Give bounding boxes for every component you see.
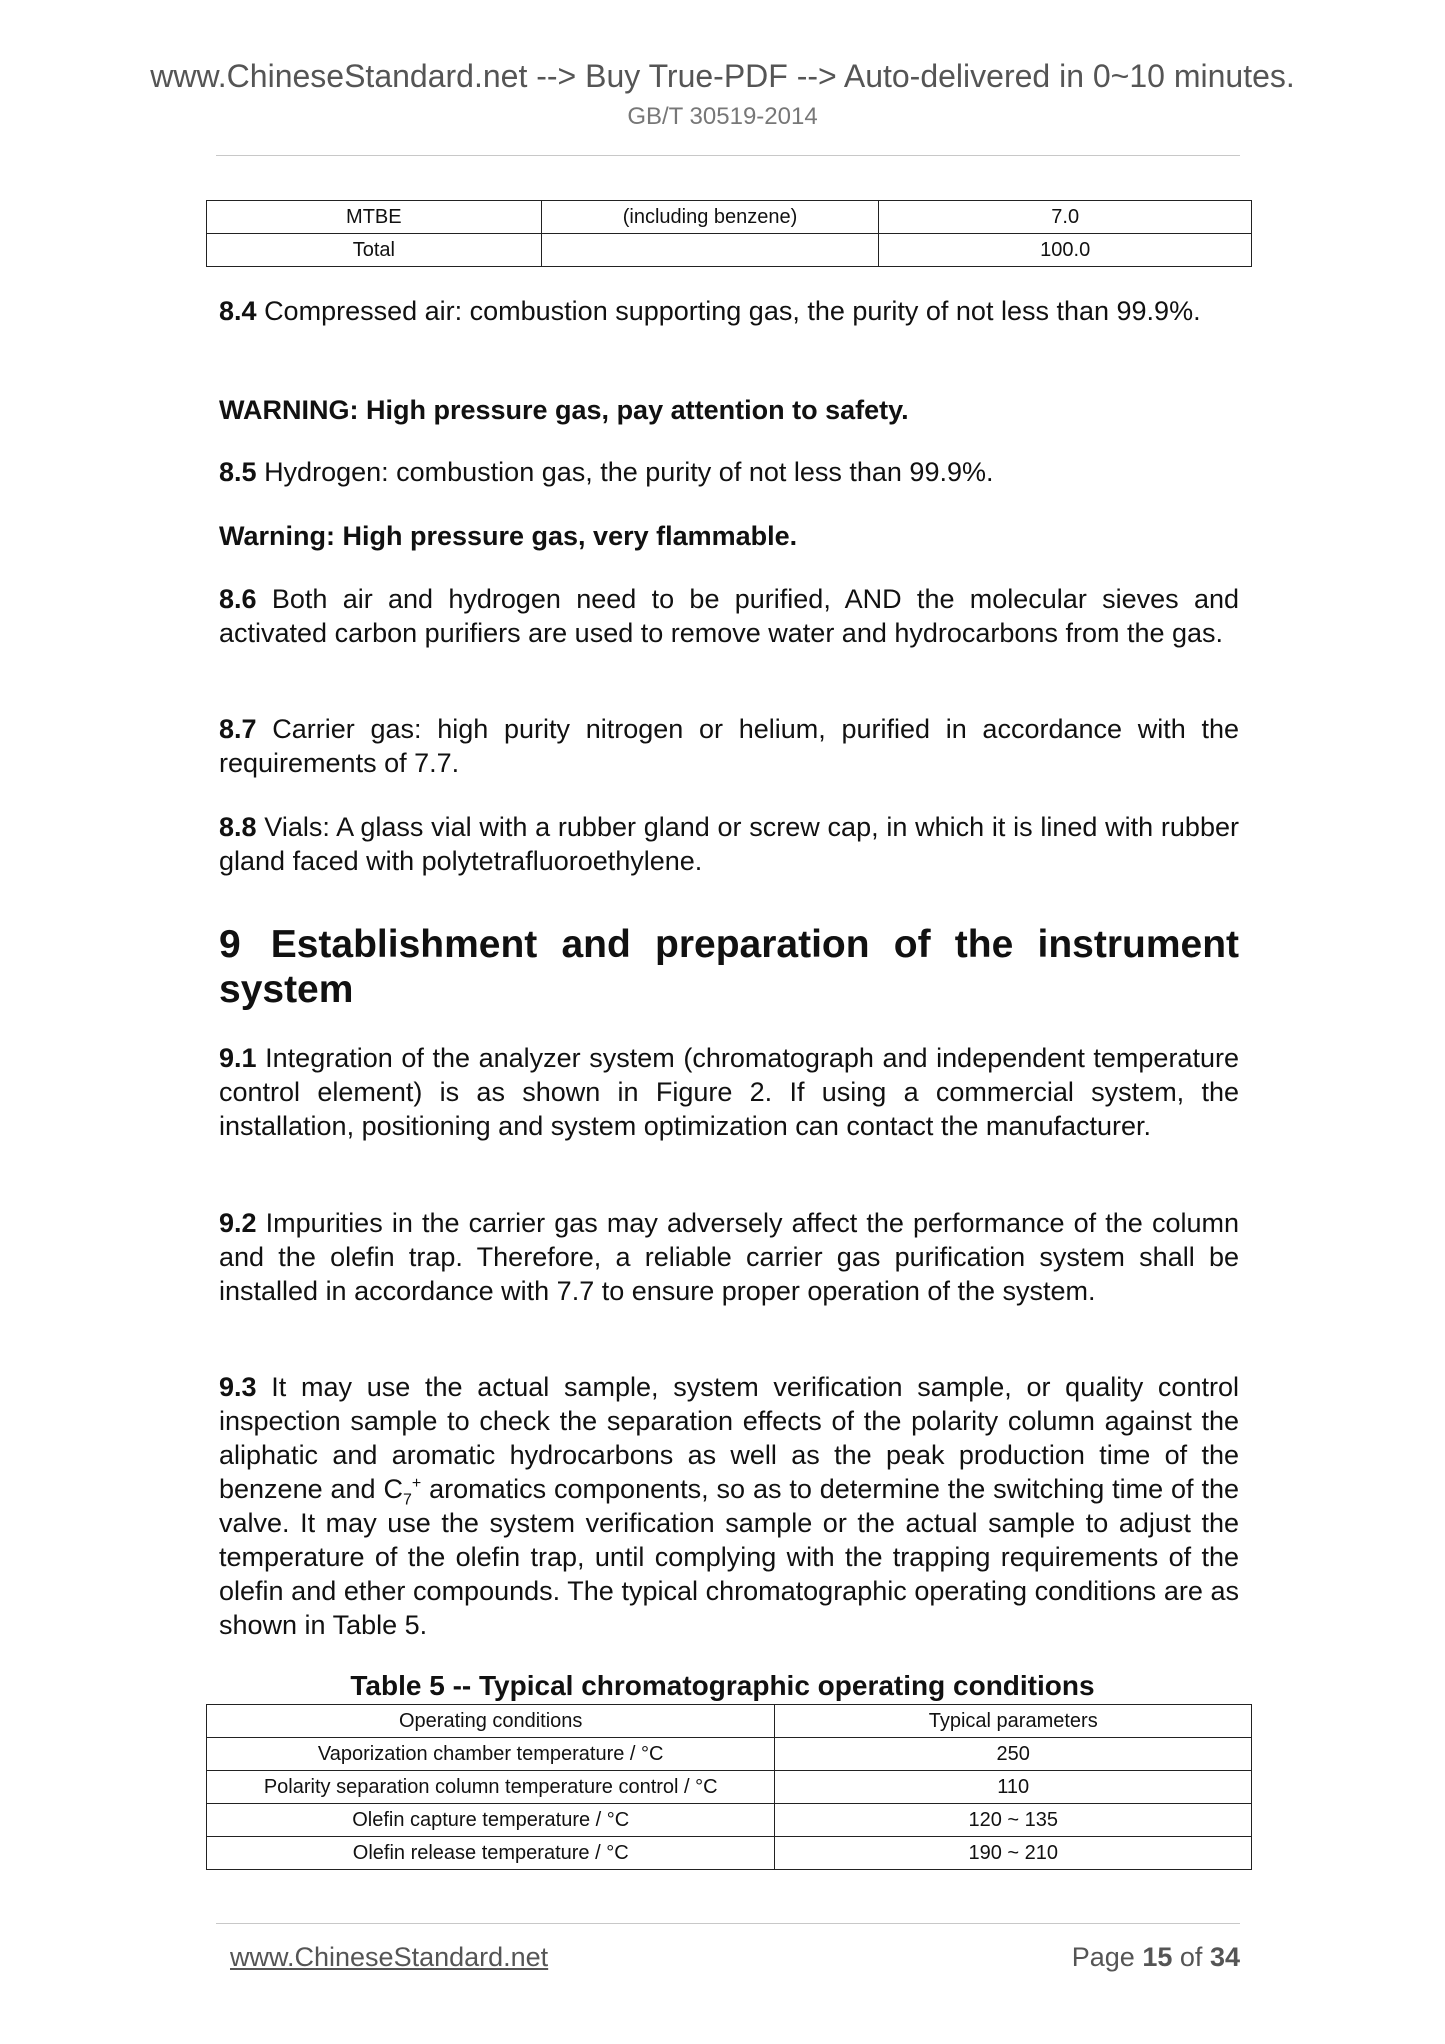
clause-9-1 — [219, 1041, 1239, 1143]
clause-number: 8.5 — [219, 457, 257, 487]
clause-text: Hydrogen: combustion gas, the purity of not less than 99.9%. — [264, 457, 994, 487]
clause-text: Vials: A glass vial with a rubber gland or screw cap, in which it is lined with rubber gland faced with polytetrafluoroethylene. — [219, 812, 1239, 876]
section-heading — [219, 922, 1239, 1012]
clause-text: aromatics components, so as to determine the switching time of the valve. It may use the system verification sample or the actual sample to adjust the temperature of the olefin trap, until complying with the trapping requirements of the olefin and ether compounds. The typical chromatographic operating conditions are as shown in Table 5. — [219, 1474, 1239, 1640]
table-cell: 120 ~ 135 — [775, 1804, 1252, 1837]
page-indicator — [1072, 1942, 1240, 1973]
table-cell: Olefin release temperature / °C — [207, 1837, 775, 1870]
table-cell: 190 ~ 210 — [775, 1837, 1252, 1870]
table-row — [207, 201, 1252, 234]
clause-number: 8.4 — [219, 296, 257, 326]
of-word: of — [1179, 1942, 1203, 1972]
subscript: 7 — [402, 1491, 412, 1509]
clause-number: 9.1 — [219, 1043, 257, 1073]
column-header: Typical parameters — [775, 1705, 1252, 1738]
clause-text: Both air and hydrogen need to be purified, AND the molecular sieves and activated carbon purifiers are used to remove water and hydrocarbons from the gas. — [219, 584, 1239, 648]
header-title: www.ChineseStandard.net --> Buy True-PDF --> Auto-delivered in 0~10 minutes. — [150, 58, 1295, 94]
warning-flammable: Warning: High pressure gas, very flammable. — [219, 521, 798, 551]
table-row — [207, 1771, 1252, 1804]
header-standard-number: GB/T 30519-2014 — [627, 103, 818, 130]
table-cell: Total — [207, 234, 542, 267]
clause-8-8 — [219, 810, 1239, 878]
table-cell: 110 — [775, 1771, 1252, 1804]
table-cell: 100.0 — [879, 234, 1252, 267]
clause-8-7 — [219, 712, 1239, 780]
clause-number: 9.2 — [219, 1208, 257, 1238]
composition-table — [206, 200, 1252, 267]
table-cell: MTBE — [207, 201, 542, 234]
page-word: Page — [1071, 1942, 1135, 1972]
warning-high-pressure: WARNING: High pressure gas, pay attention to safety. — [219, 395, 909, 425]
table-cell: Olefin capture temperature / °C — [207, 1804, 775, 1837]
table-header-row — [207, 1705, 1252, 1738]
table-row — [207, 1804, 1252, 1837]
clause-text: Compressed air: combustion supporting gas, the purity of not less than 99.9%. — [264, 296, 1201, 326]
clause-number: 9.3 — [219, 1372, 257, 1402]
table-cell: 7.0 — [879, 201, 1252, 234]
section-number: 9 — [219, 923, 241, 966]
clause-8-6 — [219, 582, 1239, 650]
footer-divider — [216, 1923, 1240, 1924]
clause-text: Carrier gas: high purity nitrogen or helium, purified in accordance with the requirements of 7.7. — [219, 714, 1239, 778]
page-number: 15 — [1142, 1942, 1173, 1972]
table-row — [207, 234, 1252, 267]
table-row — [207, 1837, 1252, 1870]
clause-text: Integration of the analyzer system (chromatograph and independent temperature control element) is as shown in Figure 2. If using a commercial system, the installation, positioning and system optimization can contact the manufacturer. — [219, 1043, 1239, 1141]
clause-number: 8.8 — [219, 812, 257, 842]
superscript: + — [411, 1475, 422, 1492]
clause-8-4 — [219, 294, 1239, 328]
header-divider — [216, 155, 1240, 156]
table-cell: Polarity separation column temperature control / °C — [207, 1771, 775, 1804]
clause-text: Impurities in the carrier gas may adversely affect the performance of the column and the olefin trap. Therefore, a reliable carrier gas purification system shall be installed in accordance with 7.7 to ensure proper operation of the system. — [219, 1208, 1239, 1306]
operating-conditions-table — [206, 1704, 1252, 1870]
table-caption: Table 5 -- Typical chromatographic operating conditions — [350, 1670, 1095, 1701]
clause-text: It may use the actual sample, system verification sample, or quality control inspection sample to check the separation effects of the polarity column against the aliphatic and aromatic hydrocarbons as well as the peak production time of the benzene and C — [219, 1372, 1239, 1504]
table-cell — [541, 234, 879, 267]
table-cell: (including benzene) — [541, 201, 879, 234]
table-cell: Vaporization chamber temperature / °C — [207, 1738, 775, 1771]
clause-9-3 — [219, 1370, 1239, 1642]
clause-8-5 — [219, 455, 1239, 489]
section-title: Establishment and preparation of the instrument system — [219, 923, 1239, 1011]
clause-9-2 — [219, 1206, 1239, 1308]
footer-website-link[interactable]: www.ChineseStandard.net — [230, 1942, 549, 1972]
page-total: 34 — [1209, 1942, 1240, 1972]
clause-number: 8.6 — [219, 584, 257, 614]
column-header: Operating conditions — [207, 1705, 775, 1738]
table-cell: 250 — [775, 1738, 1252, 1771]
clause-number: 8.7 — [219, 714, 257, 744]
table-row — [207, 1738, 1252, 1771]
